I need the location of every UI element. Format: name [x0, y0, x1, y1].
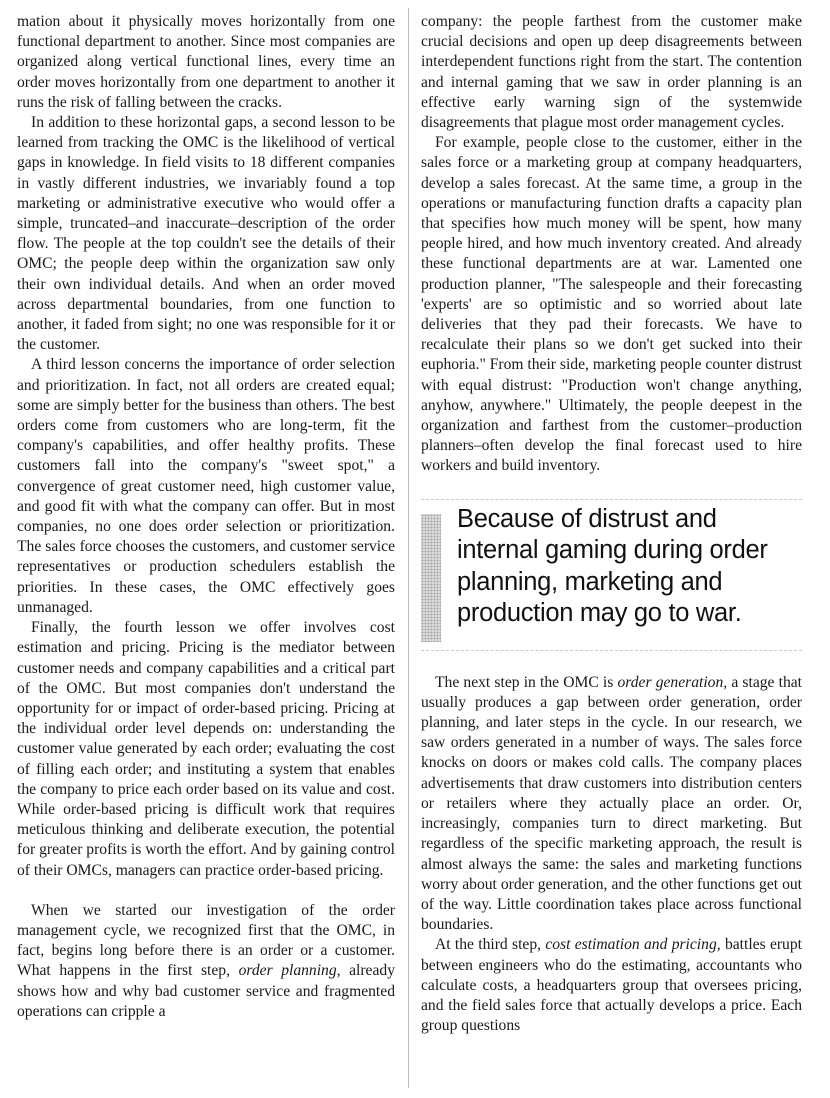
paragraph: In addition to these horizontal gaps, a second lesson to be learned from tracking the OMC is the likelihood of vertical gaps in knowledge. In field visits to 18 different companies in vastly different industries, we invariably found a top marketing or administrative executive who would offer a simple, truncated–and inaccurate–description of the order flow. The people at the top couldn't see the details of their OMC; the people deep within the organization saw only their own individual details. And when an order moved across departmental boundaries, from one function to another, it faded from sight; no one was responsible for it or the customer. — [17, 114, 395, 354]
italic-term: cost estimation and pricing, — [545, 936, 721, 954]
pull-quote — [421, 499, 802, 651]
column-divider — [408, 8, 409, 1088]
paragraph: A third lesson concerns the importance of order selection and prioritization. In fact, not all orders are created equal; some are simply better for the business than others. The best orders come from customers who are long-term, fit the company's capabilities, and offer healthy profits. These customers fall into the company's "sweet spot," a convergence of great customer need, high customer value, and good fit with what the company can offer. But in most companies, no one does order selection or prioritization. The sales force chooses the customers, and customer service representatives or production schedulers establish the priorities. In these cases, the OMC effectively goes unmanaged. — [17, 356, 395, 616]
left-column — [17, 12, 395, 1022]
paragraph: For example, people close to the customer, either in the sales force or a marketing group at company headquarters, develop a sales forecast. At the same time, a group in the operations or manufacturing function drafts a capacity plan that specifies how much money will be spent, how many people hired, and how much inventory created. And already these functional departments are at war. Lamented one production planner, "The salespeople and their forecasting 'experts' are so optimistic and so worried about late deliveries that they pad their forecasts. We have to recalculate their plans so we don't get sucked into their euphoria." From their side, marketing people counter distrust with equal distrust: "Production won't change anything, anyhow, anywhere." Ultimately, the people deepest in the organization and farthest from the customer–production planners–often develop the final forecast used to hire workers and build inventory. — [421, 134, 802, 475]
paragraph — [17, 901, 395, 1022]
text-span: When we started our investigation of the order management cycle, we recognized first that the OMC, in fact, begins long before there is an order or a customer. What happens in the first step, — [17, 901, 395, 980]
paragraph: mation about it physically moves horizontally from one functional department to another. Since most companies are organized along vertical functional lines, every time an order moves horizontally from one department to another it runs the risk of falling between the cracks. — [17, 13, 395, 111]
text-span: At the third step, — [435, 936, 546, 954]
text-span: battles erupt between engineers who do the estimating, accountants who calculate costs, a headquarters group that oversees pricing, and the field sales force that actually develops a price. Each group questions — [421, 936, 802, 1035]
pull-quote-bar — [421, 514, 441, 642]
paragraph: Finally, the fourth lesson we offer involves cost estimation and pricing. Pricing is the mediator between customer needs and company capabilities and a critical part of the OMC. But most companies don't understand the opportunity for or impact of order-based pricing. Pricing at the individual order level depends on: understanding the customer value generated by each order; evaluating the cost of filling each order; and instituting a system that enables the company to price each order based on its value and cost. While order-based pricing is difficult work that requires meticulous thinking and deliberate execution, the potential for greater profits is worth the effort. And by gaining control of their OMCs, managers can practice order-based pricing. — [17, 619, 395, 879]
italic-term: order generation, — [617, 673, 728, 691]
paragraph — [421, 935, 802, 1036]
pull-quote-text: Because of distrust and internal gaming during order planning, marketing and production may go to war. — [457, 504, 768, 628]
paragraph — [421, 673, 802, 936]
text-span: already shows how and why bad customer service and fragmented operations can cripple a — [17, 962, 395, 1020]
text-span: The next step in the OMC is — [435, 673, 618, 691]
text-span: a stage that usually produces a gap between order generation, order planning, and later steps in the cycle. In our research, we saw orders generated in a number of ways. The sales force knocks on doors or makes cold calls. The company places advertisements that draw customers into distribution centers or retailers where they actually place an order. Or, increasingly, companies turn to direct marketing. But regardless of the specific marketing approach, the result is almost always the same: the sales and marketing functions worry about order generation, and the other functions get out of the way. Little coordination takes place across functional boundaries. — [421, 673, 803, 934]
right-column — [421, 12, 802, 1036]
paragraph: company: the people farthest from the customer make crucial decisions and open up deep disagreements between interdependent functions right from the start. The contention and internal gaming that we saw in order planning is an effective early warning sign of the systemwide disagreements that plague most order management cycles. — [421, 13, 802, 132]
italic-term: order planning, — [238, 962, 341, 980]
